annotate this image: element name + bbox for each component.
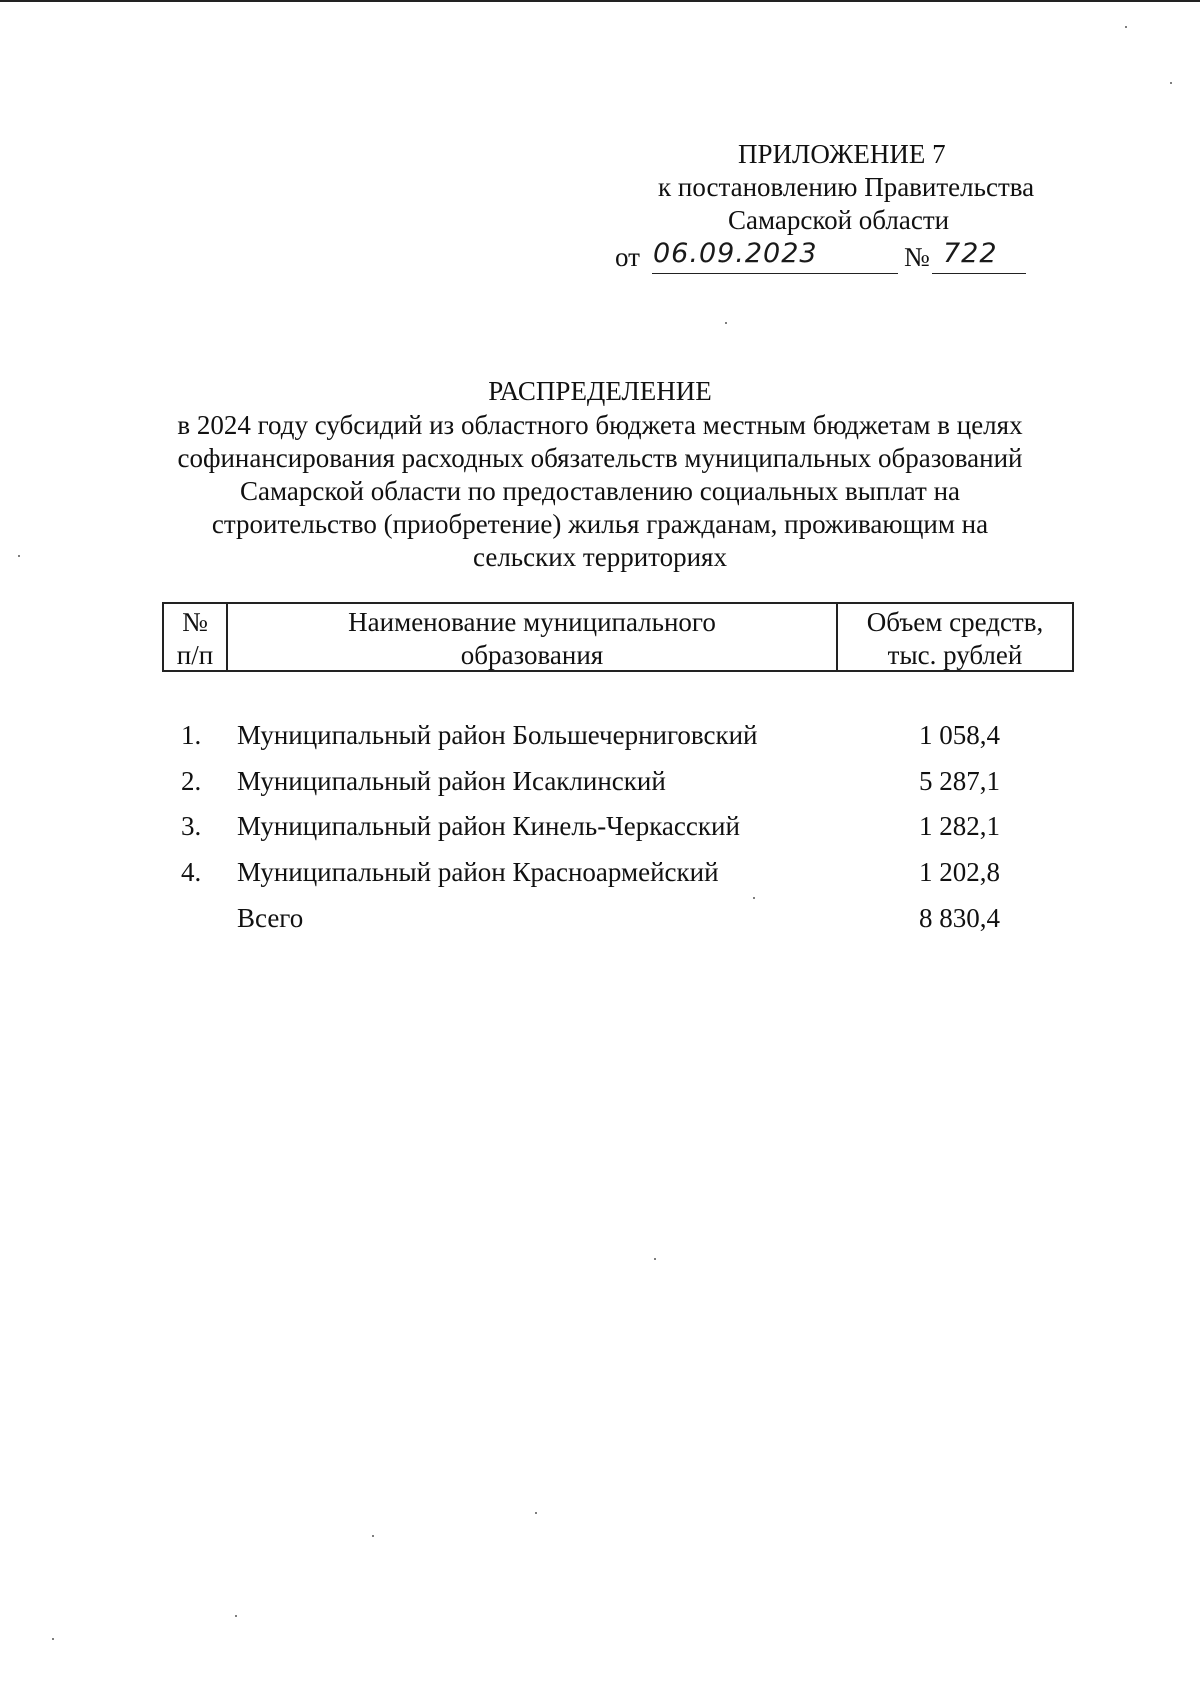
appendix-line-2: Самарской области — [728, 205, 950, 235]
row-amount: 1 282,1 — [919, 811, 1000, 841]
header-amount-line: тыс. рублей — [887, 640, 1023, 670]
table-row — [0, 720, 1200, 754]
scan-speck — [753, 897, 755, 899]
subtitle-line: сельских территориях — [473, 542, 727, 572]
header-amount — [838, 604, 1072, 670]
appendix-date-value: 06.09.2023 — [653, 238, 818, 269]
table-header — [162, 602, 1074, 672]
scan-speck — [372, 1535, 374, 1537]
row-name: Муниципальный район Большечерниговский — [237, 720, 758, 750]
scan-speck — [535, 1512, 537, 1514]
row-amount: 1 202,8 — [919, 857, 1000, 887]
header-name-line: образования — [460, 640, 604, 670]
total-row — [0, 903, 1200, 937]
subtitle-line: строительство (приобретение) жилья гражданам, проживающим на — [211, 509, 989, 539]
number-underline — [932, 273, 1026, 274]
total-label: Всего — [237, 903, 304, 933]
appendix-number-value: 722 — [943, 238, 998, 269]
row-number: 4. — [181, 857, 202, 887]
date-underline — [652, 273, 898, 274]
document-subtitle — [140, 409, 1060, 574]
subtitle-line: софинансирования расходных обязательств муниципальных образований — [177, 443, 1023, 473]
total-amount: 8 830,4 — [919, 903, 1000, 933]
scan-speck — [1170, 82, 1172, 84]
scan-speck — [18, 555, 20, 557]
appendix-title: ПРИЛОЖЕНИЕ 7 — [738, 139, 946, 169]
table-row — [0, 766, 1200, 800]
scan-speck — [1125, 26, 1127, 28]
appendix-date-prefix: от — [615, 242, 640, 272]
scan-speck — [725, 322, 727, 324]
row-amount: 5 287,1 — [919, 766, 1000, 796]
subtitle-line: в 2024 году субсидий из областного бюджета местным бюджетам в целях — [177, 410, 1023, 440]
row-name: Муниципальный район Исаклинский — [237, 766, 666, 796]
row-name: Муниципальный район Красноармейский — [237, 857, 719, 887]
document-title: РАСПРЕДЕЛЕНИЕ — [488, 376, 712, 406]
row-number: 2. — [181, 766, 202, 796]
row-name: Муниципальный район Кинель-Черкасский — [237, 811, 740, 841]
appendix-number-prefix: № — [904, 242, 930, 272]
header-num-line: № — [182, 607, 208, 637]
scan-speck — [235, 1615, 237, 1617]
subtitle-line: Самарской области по предоставлению социальных выплат на — [239, 476, 961, 506]
table-row — [0, 857, 1200, 891]
scan-top-edge — [0, 0, 1200, 2]
appendix-line-1: к постановлению Правительства — [658, 172, 1035, 202]
header-num-line: п/п — [176, 640, 214, 670]
header-name-line: Наименование муниципального — [348, 607, 716, 637]
header-num — [164, 604, 228, 670]
header-amount-line: Объем средств, — [866, 607, 1044, 637]
scan-speck — [52, 1638, 54, 1640]
header-name — [228, 604, 838, 670]
row-number: 1. — [181, 720, 202, 750]
row-amount: 1 058,4 — [919, 720, 1000, 750]
row-number: 3. — [181, 811, 202, 841]
table-row — [0, 811, 1200, 845]
scan-speck — [654, 1258, 656, 1260]
